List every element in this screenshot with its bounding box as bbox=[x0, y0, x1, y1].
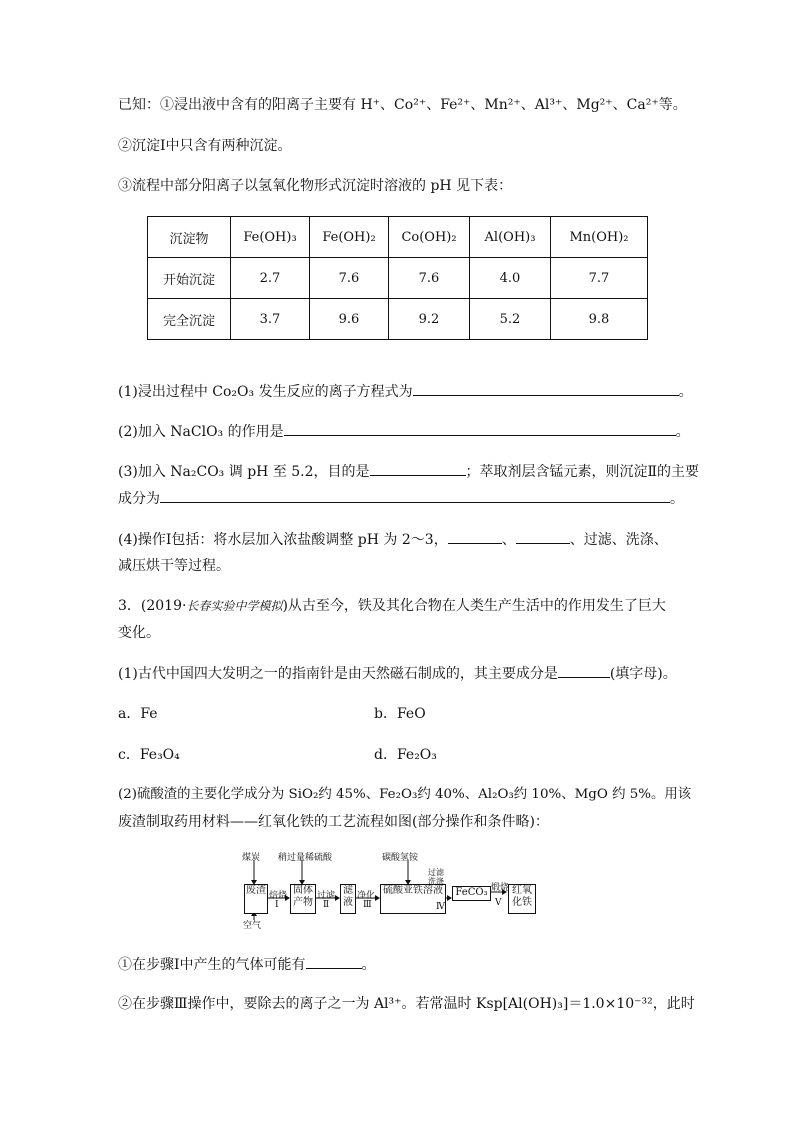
table-cell: 5.2 bbox=[470, 299, 551, 340]
question-4-line-1 bbox=[118, 530, 668, 549]
step-calcine: 煅烧 bbox=[491, 883, 510, 893]
table-cell: 2.7 bbox=[231, 258, 310, 299]
table-header-cell: Fe(OH)₂ bbox=[310, 217, 389, 258]
table-cell: 7.6 bbox=[389, 258, 470, 299]
table-cell: 7.7 bbox=[551, 258, 648, 299]
option-a[interactable]: a．Fe bbox=[118, 706, 158, 722]
answer-blank[interactable] bbox=[284, 422, 676, 436]
problem-3-intro-2: 变化。 bbox=[118, 625, 160, 641]
box-waste-slag: 废渣 bbox=[244, 884, 268, 914]
step-purify: 净化 bbox=[357, 891, 376, 901]
period: 。 bbox=[361, 957, 376, 973]
question-4-text-c: 、过滤、洗涤、 bbox=[569, 532, 668, 548]
step-4-number: Ⅳ bbox=[436, 902, 445, 912]
table-header-cell: Fe(OH)₃ bbox=[231, 217, 310, 258]
answer-blank[interactable] bbox=[516, 530, 570, 544]
table-cell: 9.8 bbox=[551, 299, 648, 340]
table-header-cell: 沉淀物 bbox=[148, 217, 231, 258]
answer-blank[interactable] bbox=[160, 489, 670, 503]
question-3-line-1 bbox=[118, 462, 699, 481]
table-header-cell: Al(OH)₃ bbox=[470, 217, 551, 258]
table-cell: 3.7 bbox=[231, 299, 310, 340]
sub-1-text: (1)古代中国四大发明之一的指南针是由天然磁石制成的，其主要成分是 bbox=[118, 666, 558, 682]
input-coal: 煤炭 bbox=[242, 853, 261, 863]
period: 。 bbox=[678, 384, 693, 400]
answer-blank[interactable] bbox=[448, 530, 502, 544]
problem-3-number: 3．(2019· bbox=[118, 598, 187, 614]
process-flow-diagram bbox=[240, 850, 550, 930]
question-1-line bbox=[118, 382, 693, 401]
table-cell: 9.6 bbox=[310, 299, 389, 340]
known-line-3: ③流程中部分阳离子以氢氧化物形式沉淀时溶液的 pH 见下表： bbox=[118, 178, 513, 194]
table-header-cell: Co(OH)₂ bbox=[389, 217, 470, 258]
sub-question-1-text: ①在步骤Ⅰ中产生的气体可能有 bbox=[118, 957, 306, 973]
box-solid-product: 固体产物 bbox=[290, 884, 316, 914]
step-filter-wash: 过滤洗涤 bbox=[428, 868, 444, 886]
problem-3-sub-1 bbox=[118, 664, 677, 683]
table-header-row bbox=[148, 217, 648, 258]
sub-question-2: ②在步骤Ⅲ操作中，要除去的离子之一为 Al³⁺。若常温时 Ksp[Al(OH)₃]＝1.0×10⁻³²，此时 bbox=[118, 996, 695, 1012]
answer-blank[interactable] bbox=[370, 462, 466, 476]
problem-3-sub-2-line-2: 废渣制取药用材料——红氧化铁的工艺流程如图(部分操作和条件略)： bbox=[118, 814, 549, 830]
answer-blank[interactable] bbox=[306, 955, 362, 969]
box-red-iron-oxide: 红氧化铁 bbox=[508, 884, 536, 914]
question-1-text: (1)浸出过程中 Co₂O₃ 发生反应的离子方程式为 bbox=[118, 384, 413, 400]
input-air: 空气 bbox=[243, 921, 262, 931]
question-4-line-2: 减压烘干等过程。 bbox=[118, 558, 230, 574]
ph-table bbox=[147, 216, 648, 340]
period: 。 bbox=[670, 491, 684, 507]
input-acid: 稍过量稀硫酸 bbox=[278, 853, 333, 863]
problem-3-text: )从古至今，铁及其化合物在人类生产生活中的作用发生了巨大 bbox=[282, 598, 666, 614]
sub-question-1 bbox=[118, 955, 376, 974]
question-4-text-a: (4)操作Ⅰ包括：将水层加入浓盐酸调整 pH 为 2～3， bbox=[118, 532, 448, 548]
problem-3-source: 长春实验中学模拟 bbox=[186, 599, 283, 613]
box-ferrous-sulfate-solution: 硫酸亚铁溶液 bbox=[380, 884, 446, 914]
question-2-text: (2)加入 NaClO₃ 的作用是 bbox=[118, 424, 284, 440]
table-cell: 9.2 bbox=[389, 299, 470, 340]
problem-3-sub-2-line-1: (2)硫酸渣的主要化学成分为 SiO₂约 45%、Fe₂O₃约 40%、Al₂O₃约 10%、MgO 约 5%。用该 bbox=[118, 787, 692, 802]
question-3-text-a: (3)加入 Na₂CO₃ 调 pH 至 5.2，目的是 bbox=[118, 464, 370, 480]
question-4-sep: 、 bbox=[501, 532, 516, 548]
option-d[interactable]: d．Fe₂O₃ bbox=[374, 747, 437, 763]
table-row bbox=[148, 258, 648, 299]
question-3-line-2 bbox=[118, 489, 684, 508]
box-feco3: FeCO₃ bbox=[452, 886, 491, 901]
step-5-number: Ⅴ bbox=[495, 898, 502, 908]
answer-blank[interactable] bbox=[558, 664, 610, 678]
table-header-cell: Mn(OH)₂ bbox=[551, 217, 648, 258]
table-cell: 完全沉淀 bbox=[148, 299, 231, 340]
step-2-number: Ⅱ bbox=[323, 900, 330, 910]
answer-blank[interactable] bbox=[413, 382, 679, 396]
question-3-text-c: 成分为 bbox=[118, 491, 160, 507]
input-ammonium-bicarbonate: 碳酸氢铵 bbox=[382, 853, 419, 863]
known-line-2: ②沉淀Ⅰ中只含有两种沉淀。 bbox=[118, 138, 292, 154]
option-b[interactable]: b．FeO bbox=[374, 706, 426, 722]
step-filter: 过滤 bbox=[317, 891, 336, 901]
table-row bbox=[148, 299, 648, 340]
question-3-text-b: ；萃取剂层含锰元素，则沉淀Ⅱ的主要 bbox=[465, 464, 700, 480]
known-line-1: 已知：①浸出液中含有的阳离子主要有 H⁺、Co²⁺、Fe²⁺、Mn²⁺、Al³⁺、Mg²⁺、Ca²⁺等。 bbox=[118, 97, 687, 113]
table-cell: 7.6 bbox=[310, 258, 389, 299]
sub-1-hint: (填字母)。 bbox=[609, 666, 677, 682]
question-2-line bbox=[118, 422, 690, 441]
period: 。 bbox=[675, 424, 690, 440]
problem-3-intro-1 bbox=[118, 597, 666, 615]
table-cell: 4.0 bbox=[470, 258, 551, 299]
option-c[interactable]: c．Fe₃O₄ bbox=[118, 747, 180, 763]
step-3-number: Ⅲ bbox=[363, 900, 372, 910]
step-1-number: Ⅰ bbox=[275, 900, 279, 910]
step-roast: 焙烧 bbox=[269, 891, 288, 901]
box-filtrate: 滤液 bbox=[340, 884, 356, 914]
table-cell: 开始沉淀 bbox=[148, 258, 231, 299]
